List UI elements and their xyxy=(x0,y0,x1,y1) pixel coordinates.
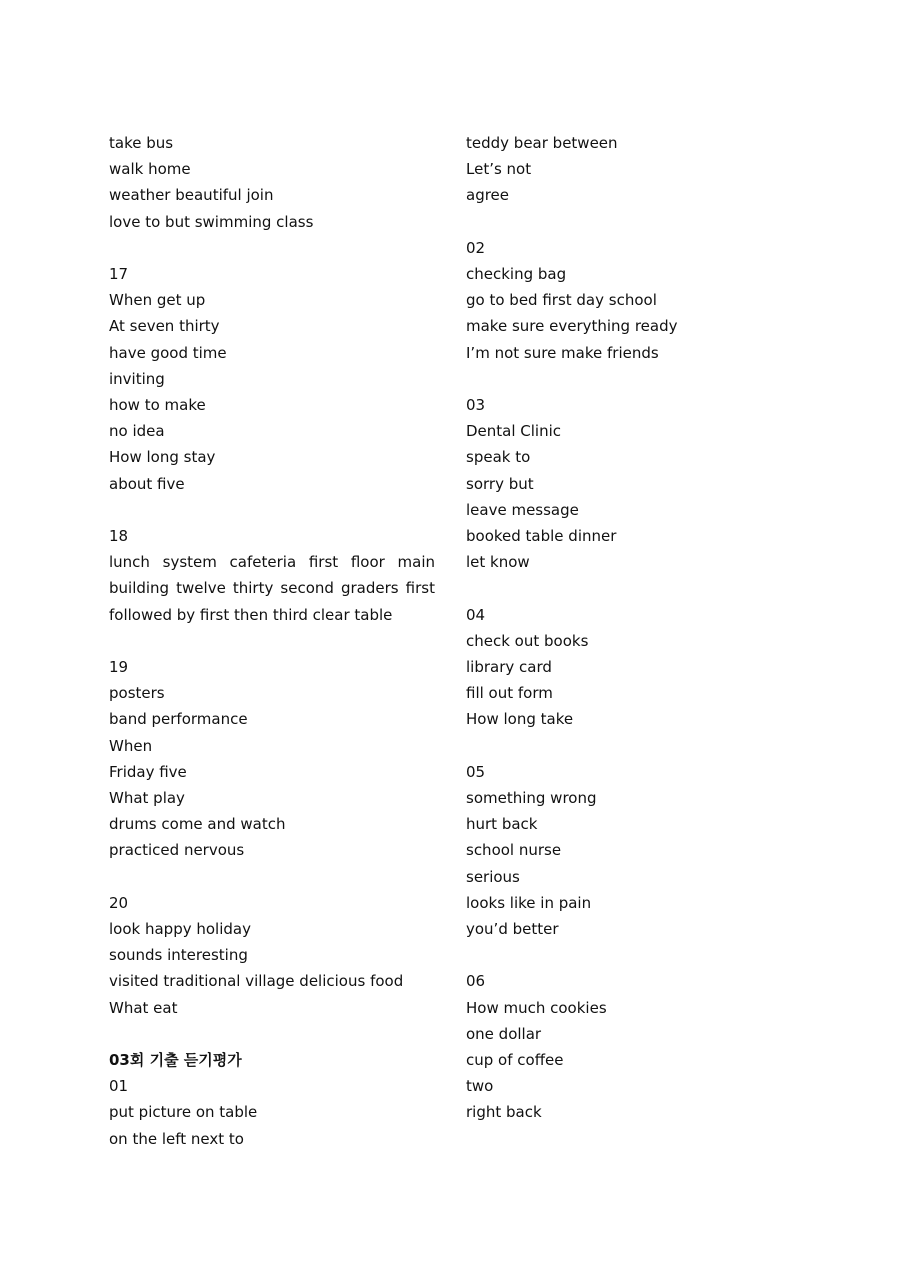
note-line: fill out form xyxy=(466,684,553,703)
block-gap xyxy=(466,733,796,759)
note-block xyxy=(466,602,796,733)
note-line: serious xyxy=(466,867,520,886)
note-line: you’d better xyxy=(466,920,559,939)
note-line: two xyxy=(466,1077,494,1096)
block-gap xyxy=(466,575,796,601)
note-line: on the left next to xyxy=(109,1129,244,1148)
note-line: cup of coffee xyxy=(466,1051,564,1070)
note-line: have good time xyxy=(109,343,227,362)
note-block xyxy=(466,130,796,209)
note-line: When xyxy=(109,736,153,755)
note-line: practiced nervous xyxy=(109,841,245,860)
block-gap xyxy=(466,366,796,392)
item-number: 02 xyxy=(466,238,486,257)
note-block xyxy=(109,261,435,497)
block-gap xyxy=(109,235,435,261)
note-line: something wrong xyxy=(466,789,597,808)
note-line: inviting xyxy=(109,369,165,388)
note-line: At seven thirty xyxy=(109,317,220,336)
note-paragraph: lunch system cafeteria first floor main building twelve thirty second graders first followed by first then third clear table xyxy=(109,553,435,624)
note-line: visited traditional village delicious food xyxy=(109,972,404,991)
item-number: 04 xyxy=(466,605,486,624)
note-line: How much cookies xyxy=(466,998,607,1017)
note-line: weather beautiful join xyxy=(109,186,274,205)
item-number: 05 xyxy=(466,762,486,781)
block-gap xyxy=(466,942,796,968)
note-line: drums come and watch xyxy=(109,815,286,834)
note-line: What play xyxy=(109,789,185,808)
note-line: I’m not sure make friends xyxy=(466,343,659,362)
note-block xyxy=(109,654,435,864)
item-number: 18 xyxy=(109,527,129,546)
block-gap xyxy=(109,1021,435,1047)
note-line: booked table dinner xyxy=(466,527,617,546)
note-line: let know xyxy=(466,553,530,572)
note-line: Friday five xyxy=(109,762,187,781)
block-gap xyxy=(109,864,435,890)
note-line: love to but swimming class xyxy=(109,212,314,231)
note-line: How long stay xyxy=(109,448,216,467)
note-block xyxy=(466,968,796,1125)
note-line: looks like in pain xyxy=(466,893,592,912)
note-block xyxy=(109,1047,435,1152)
note-line: posters xyxy=(109,684,165,703)
item-number: 20 xyxy=(109,893,129,912)
note-line: right back xyxy=(466,1103,542,1122)
block-gap xyxy=(466,209,796,235)
block-gap xyxy=(109,628,435,654)
note-line: no idea xyxy=(109,422,165,441)
note-line: hurt back xyxy=(466,815,538,834)
note-line: walk home xyxy=(109,160,191,179)
note-block xyxy=(109,523,435,628)
note-line: sounds interesting xyxy=(109,946,248,965)
note-line: leave message xyxy=(466,500,579,519)
note-line: band performance xyxy=(109,710,248,729)
note-line: how to make xyxy=(109,396,206,415)
note-block xyxy=(109,130,435,235)
note-line: check out books xyxy=(466,631,589,650)
note-line: Let’s not xyxy=(466,160,532,179)
note-line: agree xyxy=(466,186,510,205)
note-line: school nurse xyxy=(466,841,562,860)
note-line: What eat xyxy=(109,998,178,1017)
note-line: library card xyxy=(466,658,552,677)
section-heading: 03회 기출 듣기평가 xyxy=(109,1051,242,1070)
note-block xyxy=(466,392,796,575)
note-line: put picture on table xyxy=(109,1103,258,1122)
note-line: about five xyxy=(109,474,185,493)
note-line: Dental Clinic xyxy=(466,422,562,441)
note-line: look happy holiday xyxy=(109,920,251,939)
item-number: 03 xyxy=(466,396,486,414)
left-column xyxy=(109,130,435,1152)
right-column xyxy=(466,130,796,1126)
item-number: 01 xyxy=(109,1077,129,1096)
item-number: 06 xyxy=(466,972,486,991)
note-block xyxy=(109,890,435,1021)
note-line: make sure everything ready xyxy=(466,317,678,336)
note-line: When get up xyxy=(109,291,206,310)
note-line: one dollar xyxy=(466,1024,542,1043)
note-line: teddy bear between xyxy=(466,134,618,152)
note-block xyxy=(466,235,796,366)
item-number: 19 xyxy=(109,658,129,677)
note-line: sorry but xyxy=(466,474,534,493)
note-line: speak to xyxy=(466,448,531,467)
note-line: go to bed first day school xyxy=(466,291,657,310)
note-line: take bus xyxy=(109,134,174,152)
block-gap xyxy=(109,497,435,523)
note-line: How long take xyxy=(466,710,574,729)
note-block xyxy=(466,759,796,942)
item-number: 17 xyxy=(109,265,129,283)
note-line: checking bag xyxy=(466,265,567,283)
